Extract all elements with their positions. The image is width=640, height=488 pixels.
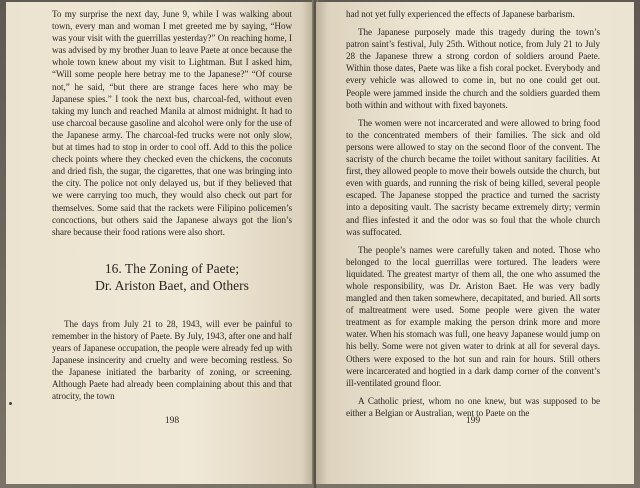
right-page-paragraph: The Japanese purposely made this tragedy during the town’s patron saint’s festival, July 25th. Without notice, from July 21 to July 28 the Japanese threw a strong cordon of soldiers around Paete. Within those dates, Paete was like a fish coral pocket. Everybody and every vehicle was allowed to come in, but no one could get out. People were jammed inside the church and the soldiers guarded them both within and without with fixed bayonets.: [346, 27, 600, 110]
page-mark: [9, 402, 12, 405]
left-page-number: 198: [164, 416, 180, 426]
right-page-paragraph: had not yet fully experienced the effects of Japanese barbarism.: [346, 9, 575, 19]
left-page-paragraph: To my surprise the next day, June 9, while I was walking about town, every man and woman I met greeted me by saying, “How was your visit with the guerrillas yesterday?” On reaching home, I was advised by my brother Juan to leave Paete at once because the whole town knew about my visit to Lightman. But I asked him, “Will some people here betray me to the Japanese?” “Of course not,” he said, “but there are strange faces here who may be Japanese spies.” I took the next bus, charcoal-fed, without even taking my lunch and reached Manila at almost midnight. It had to use charcoal because gasoline and alcohol were only for the use of the Japanese army. The charcoal-fed trucks were not only slow, but at times had to stop in order to cool off. Add to this the police check points where they checked even the chickens, the coconuts and dried fish, the sugar, the cigarettes, that one was bringing into the city. The police not only delayed us, but if they believed that we were carrying too much, they would also check out part for themselves. Some said that the rackets were Filipino policemen’s concoctions, but others said the Japanese always got the lion’s share because their food rations were also short.: [52, 9, 292, 237]
right-page: [316, 2, 634, 484]
right-page-paragraph: A Catholic priest, whom no one knew, but was supposed to be either a Belgian or Australian, went to Paete on the: [346, 395, 600, 418]
chapter-heading-line-1: 16. The Zoning of Paete;: [104, 260, 240, 276]
chapter-heading: [52, 260, 292, 294]
right-page-paragraph: The people’s names were carefully taken and noted. Those who belonged to the local guerrillas were tortured. The leaders were liquidated. The greatest martyr of them all, the one who assumed the whole responsibility, was Dr. Ariston Baet. He was very badly mangled and then taken somewhere, decapitated, and buried. All sorts of maltreatment were used. Some people were given the water treatment as for example making the person drink more and more water. When his stomach was full, one heavy Japanese would jump on his belly. Some were not given water to drink at all for several days. Others were exposed to the hot sun and rain for hours. Still others were incarcerated and hogtied in a dark damp corner of the convent’s ill-ventilated ground floor.: [346, 244, 600, 388]
chapter-heading-line-2: Dr. Ariston Baet, and Others: [95, 277, 249, 293]
right-page-number: 199: [465, 416, 481, 426]
right-page-paragraph: The women were not incarcerated and were allowed to bring food to the concentrated members of their families. The sick and old persons were allowed to stay on the second floor of the convent. The sacristy of the church became the toilet without sanitary facilities. At first, they allowed people to move their bowels outside the church, but even with guards, and running the risk of being killed, several people escaped. The Japanese stopped the practice and turned the sacristy into a depositing vault. The sacristy became extremely dirty; vermin and flies infested it and the odor was so foul that the whole church was suffocated.: [346, 117, 600, 237]
chapter-opening-paragraph: The days from July 21 to 28, 1943, will ever be painful to remember in the history of Paete. By July, 1943, after one and half years of Japanese occupation, the people were already fed up with Japanese insincerity and cruelty and were becoming restless. So the Japanese initiated the barbarity of zoning, or screening. Although Paete had already been complaining about this and that atrocity, the town: [52, 318, 292, 402]
left-page: [6, 2, 314, 484]
